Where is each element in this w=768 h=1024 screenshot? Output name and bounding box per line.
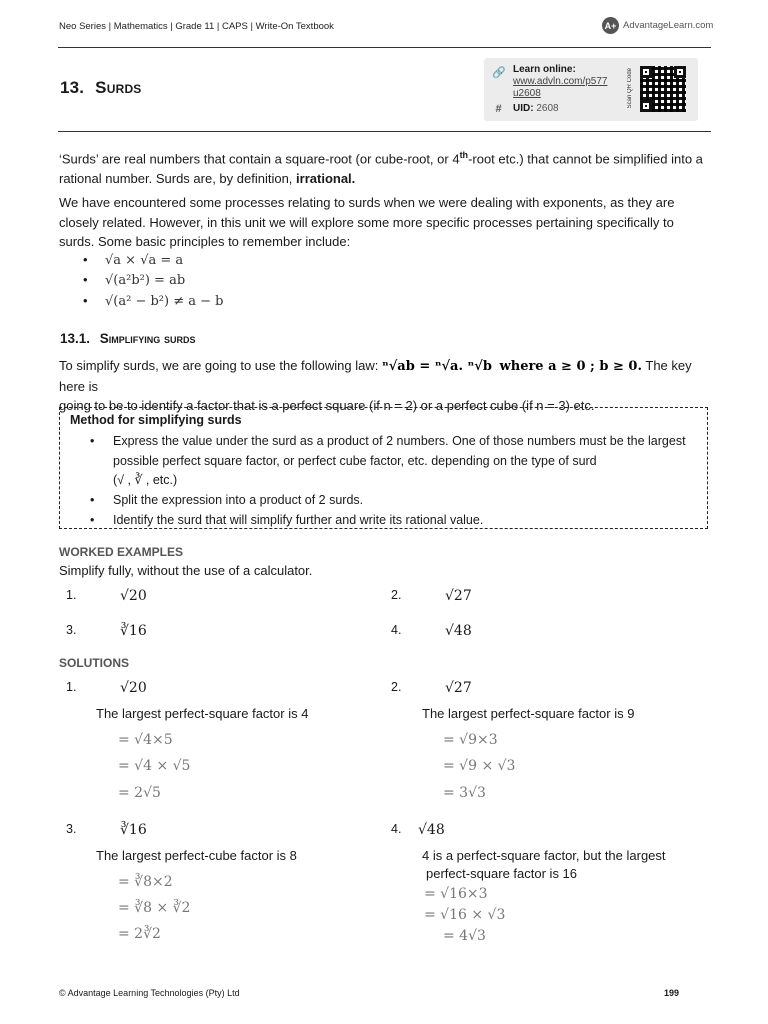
law-text-b: The key here is [59, 358, 692, 394]
solution-number: 3. [66, 822, 77, 836]
solution-number: 1. [66, 680, 77, 694]
solution-note: The largest perfect-square factor is 4 [96, 706, 309, 721]
solution-step: = √16 × √3 [424, 907, 506, 923]
page-number: 199 [664, 988, 680, 998]
solution-step: = √4×5 [118, 732, 173, 748]
solution-note: 4 is a perfect-square factor, but the largest [422, 848, 666, 863]
learn-online-url[interactable]: www.advln.com/p577 [513, 76, 608, 87]
solution-step: = 3√3 [443, 785, 486, 801]
example-number: 3. [66, 623, 77, 637]
hash-icon: # [495, 103, 502, 115]
header-divider [58, 47, 711, 48]
link-icon: 🔗 [492, 67, 506, 79]
brand[interactable] [602, 17, 713, 34]
uid [513, 103, 559, 114]
section-heading [60, 331, 196, 346]
section-title: Simplifying surds [99, 331, 196, 346]
learn-online-panel [484, 58, 698, 121]
solution-step: = ∛8×2 [118, 874, 173, 890]
law-formula: ⁿ√ab = ⁿ√a. ⁿ√b [382, 359, 492, 374]
solution-note-cont: perfect-square factor is 16 [426, 866, 578, 881]
footer-copyright: © Advantage Learning Technologies (Pty) Ltd [59, 988, 240, 998]
example-number: 4. [391, 623, 402, 637]
example-number: 2. [391, 588, 402, 602]
method-item: • Express the value under the surd as a product of 2 numbers. One of those numbers must be the largest possible perfect square factor, or perfect cube factor, etc. depending on the type of surd (√ , ∛ , etc.) [90, 434, 686, 487]
intro-text-b: -root etc.) that cannot be simplified into a rational number. Surds are, by definition, [59, 151, 703, 186]
principle-item: • √(a² − b²) ≠ a − b [83, 293, 224, 309]
intro-paragraph-1 [59, 146, 711, 188]
scan-qr-label: Scan QR Code [627, 68, 633, 109]
worked-examples-heading: WORKED EXAMPLES [59, 545, 184, 559]
learn-online-url-cont[interactable]: u2608 [513, 88, 541, 99]
solution-expression: √20 [120, 680, 147, 696]
method-title: Method for simplifying surds [70, 413, 242, 427]
solution-step: = √4 × √5 [118, 758, 191, 774]
page-title [60, 78, 142, 98]
law-text-line2: going to be to identify a factor that is a perfect square (if n = 2) or a perfect cube (if n = 3) etc. [59, 398, 595, 413]
principle-item: • √(a²b²) = ab [83, 272, 186, 288]
worked-instruction: Simplify fully, without the use of a calculator. [59, 563, 313, 578]
solution-step: = √9×3 [443, 732, 498, 748]
solutions-heading: SOLUTIONS [59, 656, 130, 670]
law-condition: where a ≥ 0 ; b ≥ 0. [499, 359, 642, 374]
solution-expression: √48 [418, 822, 445, 838]
qr-code-icon[interactable] [640, 66, 686, 112]
method-box: Method for simplifying surds • Express the value under the surd as a product of 2 numbers. One of those numbers must be the largest possible perfect square factor, or perfect cube factor, etc. depending on the type of surd (√ , ∛ , etc.) • Split the expression into a product of 2 surds. • Identify the surd that will simplify further and write its rational value. [59, 407, 708, 529]
intro-text-a: ‘Surds’ are real numbers that contain a square-root (or cube-root, or 4 [59, 151, 460, 167]
intro-paragraph-2: We have encountered some processes relating to surds when we were dealing with exponents, as they are closely related. However, in this unit we will explore some more specific processes pertaining specifically to surds. Some basic principles to remember include: [59, 195, 675, 249]
solution-number: 2. [391, 680, 402, 694]
solution-step: = 2√5 [118, 785, 161, 801]
solution-step: = √9 × √3 [443, 758, 516, 774]
brand-logo-icon: A+ [602, 17, 619, 34]
example-number: 1. [66, 588, 77, 602]
brand-name: AdvantageLearn.com [623, 20, 714, 31]
uid-value: 2608 [536, 103, 559, 114]
solution-step: = 2∛2 [118, 926, 161, 942]
solution-step: = √16×3 [424, 886, 488, 902]
example-expression: √20 [120, 588, 147, 604]
principle-item: • √a × √a = a [83, 252, 184, 268]
law-text: To simplify surds, we are going to use the following law: [59, 358, 379, 373]
solution-expression: ∛16 [120, 822, 147, 838]
intro-bold: irrational. [296, 170, 356, 186]
header-breadcrumb: Neo Series | Mathematics | Grade 11 | CAPS | Write-On Textbook [59, 21, 334, 32]
title-divider [58, 131, 711, 132]
solution-step: = 4√3 [443, 928, 486, 944]
title-number: 13. [60, 78, 85, 97]
solution-note: The largest perfect-cube factor is 8 [96, 848, 297, 863]
title-text: Surds [95, 78, 142, 97]
solution-expression: √27 [445, 680, 472, 696]
learn-online-label: Learn online: [513, 64, 576, 75]
example-expression: √27 [445, 588, 472, 604]
section-number: 13.1. [60, 331, 91, 346]
uid-label: UID: [513, 103, 534, 114]
example-expression: √48 [445, 623, 472, 639]
intro-sup: th [459, 150, 469, 160]
solution-step: = ∛8 × ∛2 [118, 900, 191, 916]
solution-note: The largest perfect-square factor is 9 [422, 706, 635, 721]
solution-number: 4. [391, 822, 402, 836]
example-expression: ∛16 [120, 623, 147, 639]
